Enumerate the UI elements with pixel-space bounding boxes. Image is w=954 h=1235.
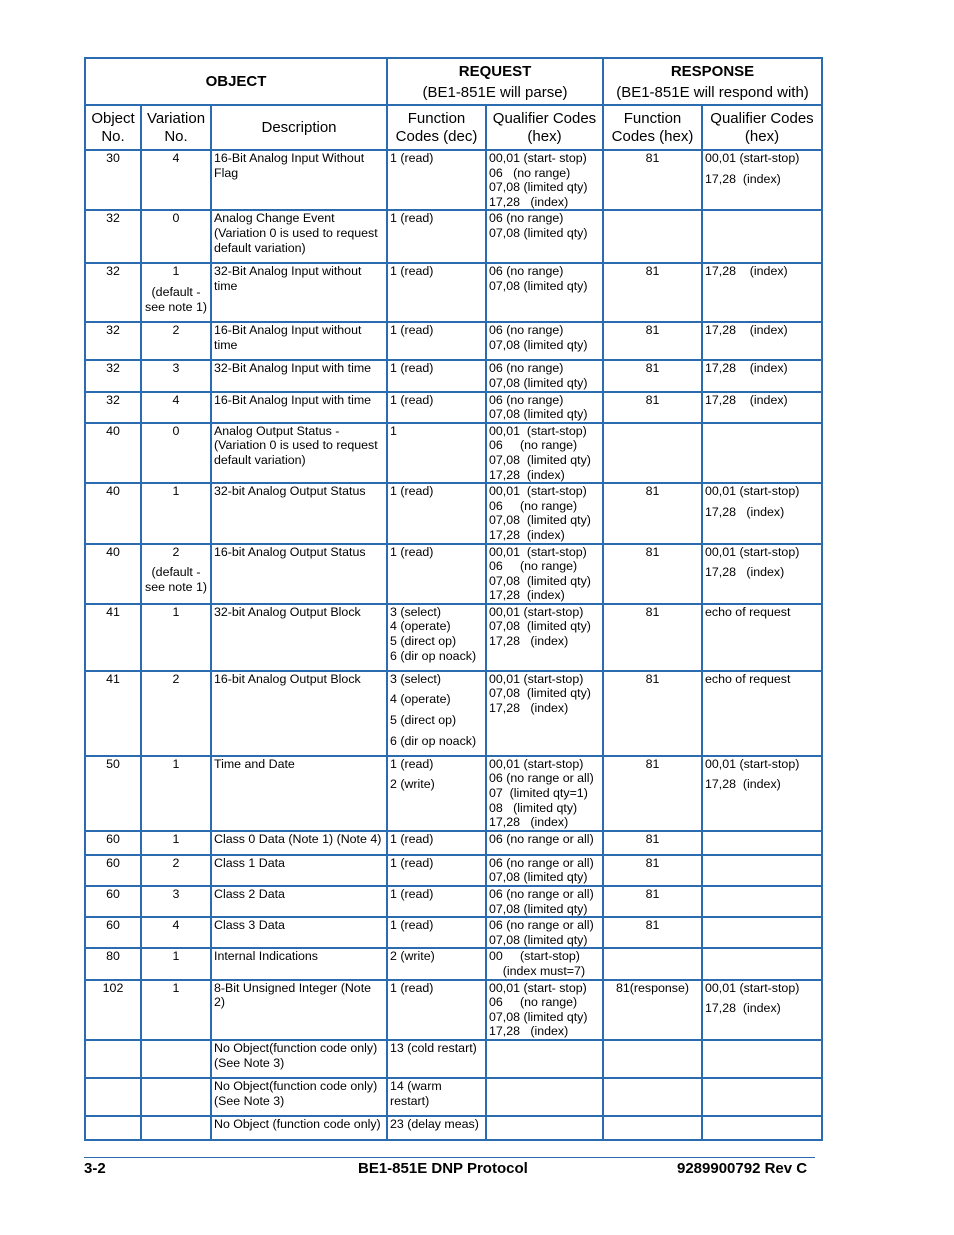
request-qualifier-codes-cell <box>486 756 603 831</box>
variation-no-cell <box>141 423 211 483</box>
response-qualifier-line: 17,28 (index) <box>705 504 785 519</box>
response-qualifier-codes-cell <box>702 483 822 543</box>
description-cell: Class 3 Data <box>211 917 387 948</box>
variation-value: 2 <box>172 323 180 338</box>
response-qualifier-codes-cell <box>702 604 822 671</box>
request-qualifier-codes-cell <box>486 322 603 360</box>
variation-value: 3 <box>172 887 180 902</box>
request-function-codes-cell <box>387 263 486 322</box>
object-no-cell: 32 <box>85 360 141 391</box>
description-cell: 16-bit Analog Output Status <box>211 544 387 604</box>
table-row <box>85 210 822 263</box>
qualifier-code-line: 17,28 (index) <box>489 634 569 649</box>
request-function-codes-cell <box>387 1116 486 1140</box>
qualifier-code-line: 07,08 (limited qty) <box>489 932 588 947</box>
response-qualifier-line: 17,28 (index) <box>705 392 788 407</box>
variation-no-cell <box>141 210 211 263</box>
response-qualifier-codes-cell <box>702 263 822 322</box>
response-function-codes-cell: 81 <box>603 831 702 855</box>
object-no-cell: 40 <box>85 483 141 543</box>
table-row <box>85 483 822 543</box>
function-code-line: 3 (select) <box>390 671 441 686</box>
function-code-line: 1 (read) <box>390 264 434 279</box>
col-description: Description <box>211 105 387 150</box>
variation-value: 3 <box>172 361 180 376</box>
table-row <box>85 671 822 756</box>
function-code-line: 5 (direct op) <box>390 713 457 728</box>
object-no-cell <box>85 1040 141 1078</box>
function-code-line: 1 (read) <box>390 151 434 165</box>
function-code-line: 1 (read) <box>390 855 434 870</box>
request-qualifier-codes-cell <box>486 392 603 423</box>
response-qualifier-codes-cell <box>702 756 822 831</box>
response-function-codes-cell <box>603 1078 702 1116</box>
variation-value: 1 <box>172 484 180 499</box>
response-qualifier-codes-cell <box>702 980 822 1040</box>
response-qualifier-line: 17,28 (index) <box>705 264 788 279</box>
response-function-codes-cell <box>603 1116 702 1140</box>
table-row <box>85 423 822 483</box>
qualifier-code-line: 07,08 (limited qty) <box>489 225 588 240</box>
col-response-function-codes: Function Codes (hex) <box>603 105 702 150</box>
response-qualifier-line: echo of request <box>705 671 791 686</box>
response-qualifier-codes-cell <box>702 917 822 948</box>
response-qualifier-codes-cell <box>702 1040 822 1078</box>
function-code-line: 1 (read) <box>390 756 434 771</box>
variation-no-cell <box>141 1116 211 1140</box>
table-row <box>85 392 822 423</box>
description-cell: Time and Date <box>211 756 387 831</box>
variation-no-cell <box>141 671 211 756</box>
object-no-cell: 40 <box>85 423 141 483</box>
function-code-line: 5 (direct op) <box>390 634 457 649</box>
variation-no-cell <box>141 483 211 543</box>
qualifier-code-line: 17,28 (index) <box>489 527 565 542</box>
variation-no-cell <box>141 917 211 948</box>
table-row <box>85 360 822 391</box>
function-code-line: 1 (read) <box>390 980 434 995</box>
variation-value: 2 <box>172 544 180 559</box>
table-row <box>85 917 822 948</box>
description-cell: No Object(function code only) (See Note 3) <box>211 1078 387 1116</box>
variation-no-cell <box>141 1040 211 1078</box>
response-qualifier-codes-cell <box>702 360 822 391</box>
request-function-codes-cell <box>387 322 486 360</box>
response-function-codes-cell <box>603 1040 702 1078</box>
response-function-codes-cell: 81 <box>603 544 702 604</box>
object-no-cell: 60 <box>85 917 141 948</box>
qualifier-code-line: 07,08 (limited qty) <box>489 686 591 701</box>
qualifier-code-line: 17,28 (index) <box>489 588 565 603</box>
qualifier-code-line: 00,01 (start-stop) <box>489 423 587 438</box>
response-qualifier-codes-cell <box>702 322 822 360</box>
function-code-line: 6 (dir op noack) <box>390 733 477 748</box>
response-function-codes-cell <box>603 210 702 263</box>
function-code-line: 3 (select) <box>390 604 441 619</box>
function-code-line: 23 (delay meas) <box>390 1116 479 1131</box>
variation-value: 1 <box>172 980 180 995</box>
function-code-line: 1 (read) <box>390 887 434 902</box>
request-function-codes-cell <box>387 544 486 604</box>
qualifier-code-line: 06 (no range or all) <box>489 831 594 846</box>
variation-no-cell <box>141 756 211 831</box>
variation-value: 0 <box>172 423 180 438</box>
object-no-cell <box>85 1116 141 1140</box>
request-function-codes-cell <box>387 831 486 855</box>
response-qualifier-line: 17,28 (index) <box>705 323 788 338</box>
request-function-codes-cell <box>387 671 486 756</box>
variation-no-cell <box>141 980 211 1040</box>
qualifier-code-line: 07,08 (limited qty) <box>489 1009 588 1024</box>
document-number: 9289900792 Rev C <box>677 1160 808 1177</box>
request-function-codes-cell <box>387 917 486 948</box>
request-function-codes-cell <box>387 1078 486 1116</box>
response-qualifier-codes-cell <box>702 948 822 979</box>
qualifier-code-line: 07 (limited qty=1) <box>489 786 588 801</box>
object-no-cell: 60 <box>85 855 141 886</box>
variation-no-cell <box>141 855 211 886</box>
variation-value: 1 <box>172 756 180 771</box>
response-function-codes-cell: 81 <box>603 150 702 210</box>
qualifier-code-line: 08 (limited qty) <box>489 800 578 815</box>
col-object-no: Object No. <box>85 105 141 150</box>
response-qualifier-line: 17,28 (index) <box>705 1001 781 1016</box>
table-row <box>85 886 822 917</box>
variation-no-cell <box>141 948 211 979</box>
qualifier-code-line: 07,08 (limited qty) <box>489 180 588 195</box>
response-qualifier-codes-cell <box>702 1078 822 1116</box>
qualifier-code-line: 17,28 (index) <box>489 815 569 830</box>
variation-note: (default - see note 1) <box>145 565 207 594</box>
qualifier-code-line: 07,08 (limited qty) <box>489 573 591 588</box>
response-qualifier-codes-cell <box>702 831 822 855</box>
response-function-codes-cell: 81 <box>603 392 702 423</box>
variation-no-cell <box>141 263 211 322</box>
qualifier-code-line: 07,08 (limited qty) <box>489 901 588 916</box>
qualifier-code-line: 07,08 (limited qty) <box>489 337 588 352</box>
qualifier-code-line: 00,01 (start-stop) <box>489 756 584 771</box>
table-row <box>85 150 822 210</box>
request-qualifier-codes-cell <box>486 423 603 483</box>
dnp-object-table <box>84 57 823 1141</box>
request-qualifier-codes-cell <box>486 544 603 604</box>
request-qualifier-codes-cell <box>486 210 603 263</box>
response-group-header: RESPONSE (BE1-851E will respond with) <box>603 58 822 105</box>
col-response-qualifier-codes: Qualifier Codes (hex) <box>702 105 822 150</box>
qualifier-code-line: 06 (no range) <box>489 211 564 226</box>
response-qualifier-line: 17,28 (index) <box>705 565 785 580</box>
qualifier-code-line: 17,28 (index) <box>489 701 569 716</box>
description-cell: Class 2 Data <box>211 886 387 917</box>
col-variation-no: Variation No. <box>141 105 211 150</box>
request-qualifier-codes-cell <box>486 948 603 979</box>
qualifier-code-line: 07,08 (limited qty) <box>489 278 588 293</box>
request-function-codes-cell <box>387 1040 486 1078</box>
request-function-codes-cell <box>387 948 486 979</box>
variation-value: 0 <box>172 211 180 226</box>
qualifier-code-line: 07,08 (limited qty) <box>489 375 588 390</box>
qualifier-code-line: 00,01 (start-stop) <box>489 671 584 686</box>
qualifier-code-line: 06 (no range or all) <box>489 855 594 870</box>
object-no-cell: 32 <box>85 263 141 322</box>
variation-value: 4 <box>172 392 180 407</box>
table-row <box>85 855 822 886</box>
description-cell: 32-Bit Analog Input with time <box>211 360 387 391</box>
response-qualifier-codes-cell <box>702 855 822 886</box>
qualifier-code-line: 00,01 (start- stop) <box>489 151 587 165</box>
response-qualifier-line: 17,28 (index) <box>705 777 781 792</box>
table-body <box>85 150 822 1140</box>
request-function-codes-cell <box>387 886 486 917</box>
qualifier-code-line: 06 (no range or all) <box>489 887 594 902</box>
response-function-codes-cell: 81(response) <box>603 980 702 1040</box>
description-cell: Internal Indications <box>211 948 387 979</box>
request-function-codes-cell <box>387 756 486 831</box>
request-function-codes-cell <box>387 604 486 671</box>
response-qualifier-codes-cell <box>702 671 822 756</box>
request-qualifier-codes-cell <box>486 917 603 948</box>
qualifier-code-line: 00,01 (start- stop) <box>489 980 587 995</box>
variation-note: (default - see note 1) <box>145 284 207 314</box>
function-code-line: 1 (read) <box>390 361 434 376</box>
function-code-line: 1 (read) <box>390 323 434 338</box>
request-function-codes-cell <box>387 210 486 263</box>
request-function-codes-cell <box>387 360 486 391</box>
response-qualifier-codes-cell <box>702 423 822 483</box>
qualifier-code-line: 06 (no range) <box>489 323 564 338</box>
qualifier-code-line: (index must=7) <box>489 964 586 978</box>
object-no-cell <box>85 1078 141 1116</box>
description-cell: 32-Bit Analog Input without time <box>211 263 387 322</box>
table-row <box>85 756 822 831</box>
object-no-cell: 60 <box>85 831 141 855</box>
function-code-line: 4 (operate) <box>390 619 451 634</box>
request-function-codes-cell <box>387 423 486 483</box>
response-qualifier-line: 17,28 (index) <box>705 171 781 186</box>
qualifier-code-line: 06 (no range or all) <box>489 771 594 786</box>
table-row <box>85 948 822 979</box>
response-function-codes-cell: 81 <box>603 322 702 360</box>
description-cell: 16-Bit Analog Input Without Flag <box>211 150 387 210</box>
request-function-codes-cell <box>387 855 486 886</box>
variation-no-cell <box>141 392 211 423</box>
object-no-cell: 32 <box>85 392 141 423</box>
response-function-codes-cell: 81 <box>603 483 702 543</box>
function-code-line: 1 (read) <box>390 918 434 933</box>
response-qualifier-line: 00,01 (start-stop) <box>705 980 800 995</box>
response-function-codes-cell: 81 <box>603 855 702 886</box>
table-row <box>85 831 822 855</box>
response-function-codes-cell: 81 <box>603 886 702 917</box>
response-function-codes-cell: 81 <box>603 917 702 948</box>
response-qualifier-codes-cell <box>702 392 822 423</box>
qualifier-code-line: 07,08 (limited qty) <box>489 619 591 634</box>
request-function-codes-cell <box>387 483 486 543</box>
description-cell: Class 0 Data (Note 1) (Note 4) <box>211 831 387 855</box>
description-cell: Analog Output Status - (Variation 0 is used to request default variation) <box>211 423 387 483</box>
qualifier-code-line: 00,01 (start-stop) <box>489 484 587 499</box>
description-cell: 16-Bit Analog Input with time <box>211 392 387 423</box>
variation-value: 4 <box>172 918 180 933</box>
qualifier-code-line: 00 (start-stop) <box>489 949 580 964</box>
variation-no-cell <box>141 322 211 360</box>
variation-value: 1 <box>172 264 180 279</box>
object-no-cell: 41 <box>85 604 141 671</box>
description-cell: No Object(function code only) (See Note 3) <box>211 1040 387 1078</box>
function-code-line: 13 (cold restart) <box>390 1040 477 1055</box>
variation-value: 1 <box>172 604 180 619</box>
document-title: BE1-851E DNP Protocol <box>358 1160 528 1177</box>
description-cell: 8-Bit Unsigned Integer (Note 2) <box>211 980 387 1040</box>
function-code-line: 1 (read) <box>390 392 434 407</box>
description-cell: Analog Change Event (Variation 0 is used to request default variation) <box>211 210 387 263</box>
description-cell: 16-Bit Analog Input without time <box>211 322 387 360</box>
response-qualifier-line: 00,01 (start-stop) <box>705 484 800 499</box>
response-function-codes-cell <box>603 948 702 979</box>
variation-no-cell <box>141 360 211 391</box>
variation-no-cell <box>141 831 211 855</box>
description-cell: No Object (function code only) <box>211 1116 387 1140</box>
function-code-line: 1 <box>390 423 397 438</box>
response-function-codes-cell: 81 <box>603 671 702 756</box>
response-function-codes-cell <box>603 423 702 483</box>
response-qualifier-line: 00,01 (start-stop) <box>705 151 800 165</box>
response-function-codes-cell: 81 <box>603 263 702 322</box>
function-code-line: 2 (write) <box>390 949 435 964</box>
variation-no-cell <box>141 604 211 671</box>
object-no-cell: 102 <box>85 980 141 1040</box>
response-qualifier-line: 00,01 (start-stop) <box>705 756 800 771</box>
function-code-line: 1 (read) <box>390 484 434 499</box>
qualifier-code-line: 06 (no range) <box>489 995 578 1010</box>
table-row <box>85 263 822 322</box>
request-qualifier-codes-cell <box>486 671 603 756</box>
variation-value: 1 <box>172 831 180 846</box>
variation-value: 2 <box>172 671 180 686</box>
request-function-codes-cell <box>387 150 486 210</box>
table-row <box>85 322 822 360</box>
object-no-cell: 41 <box>85 671 141 756</box>
request-function-codes-cell <box>387 980 486 1040</box>
function-code-line: 14 (warm restart) <box>390 1078 442 1108</box>
qualifier-code-line: 17,28 (index) <box>489 1024 569 1039</box>
qualifier-code-line: 06 (no range) <box>489 559 578 574</box>
function-code-line: 1 (read) <box>390 831 434 846</box>
request-qualifier-codes-cell <box>486 483 603 543</box>
request-qualifier-codes-cell <box>486 980 603 1040</box>
response-qualifier-codes-cell <box>702 210 822 263</box>
request-qualifier-codes-cell <box>486 855 603 886</box>
object-no-cell: 60 <box>85 886 141 917</box>
description-cell: 32-bit Analog Output Status <box>211 483 387 543</box>
col-request-qualifier-codes: Qualifier Codes (hex) <box>486 105 603 150</box>
qualifier-code-line: 17,28 (index) <box>489 467 565 482</box>
response-qualifier-codes-cell <box>702 1116 822 1140</box>
description-cell: 16-bit Analog Output Block <box>211 671 387 756</box>
request-function-codes-cell <box>387 392 486 423</box>
request-qualifier-codes-cell <box>486 831 603 855</box>
page-number: 3-2 <box>84 1160 106 1177</box>
request-qualifier-codes-cell <box>486 604 603 671</box>
response-qualifier-codes-cell <box>702 886 822 917</box>
object-group-header: OBJECT <box>85 58 387 105</box>
qualifier-code-line: 00,01 (start-stop) <box>489 544 587 559</box>
function-code-line: 1 (read) <box>390 211 434 226</box>
qualifier-code-line: 06 (no range) <box>489 392 564 407</box>
object-no-cell: 40 <box>85 544 141 604</box>
qualifier-code-line: 07,08 (limited qty) <box>489 407 588 422</box>
qualifier-code-line: 00,01 (start-stop) <box>489 604 584 619</box>
col-request-function-codes: Function Codes (dec) <box>387 105 486 150</box>
response-function-codes-cell: 81 <box>603 360 702 391</box>
qualifier-code-line: 07,08 (limited qty) <box>489 513 591 528</box>
variation-no-cell <box>141 150 211 210</box>
table-row <box>85 1078 822 1116</box>
response-qualifier-line: echo of request <box>705 604 791 619</box>
object-no-cell: 32 <box>85 322 141 360</box>
description-cell: 32-bit Analog Output Block <box>211 604 387 671</box>
request-qualifier-codes-cell <box>486 1040 603 1078</box>
variation-value: 1 <box>172 949 180 964</box>
table-row <box>85 1040 822 1078</box>
qualifier-code-line: 07,08 (limited qty) <box>489 452 591 467</box>
object-no-cell: 50 <box>85 756 141 831</box>
object-no-cell: 32 <box>85 210 141 263</box>
qualifier-code-line: 06 (no range or all) <box>489 918 594 933</box>
footer-divider <box>84 1157 815 1158</box>
qualifier-code-line: 06 (no range) <box>489 438 578 453</box>
variation-no-cell <box>141 1078 211 1116</box>
qualifier-code-line: 17,28 (index) <box>489 194 569 209</box>
response-qualifier-line: 00,01 (start-stop) <box>705 544 800 559</box>
request-qualifier-codes-cell <box>486 1078 603 1116</box>
object-no-cell: 80 <box>85 948 141 979</box>
qualifier-code-line: 06 (no range) <box>489 264 564 279</box>
request-qualifier-codes-cell <box>486 886 603 917</box>
variation-value: 2 <box>172 855 180 870</box>
request-qualifier-codes-cell <box>486 360 603 391</box>
variation-no-cell <box>141 544 211 604</box>
table-row <box>85 1116 822 1140</box>
response-qualifier-codes-cell <box>702 544 822 604</box>
request-group-header: REQUEST (BE1-851E will parse) <box>387 58 603 105</box>
response-qualifier-codes-cell <box>702 150 822 210</box>
function-code-line: 6 (dir op noack) <box>390 648 477 663</box>
variation-no-cell <box>141 886 211 917</box>
qualifier-code-line: 06 (no range) <box>489 165 571 180</box>
qualifier-code-line: 07,08 (limited qty) <box>489 870 588 885</box>
qualifier-code-line: 06 (no range) <box>489 498 578 513</box>
table-row <box>85 544 822 604</box>
response-function-codes-cell: 81 <box>603 604 702 671</box>
response-function-codes-cell: 81 <box>603 756 702 831</box>
function-code-line: 4 (operate) <box>390 692 451 707</box>
response-qualifier-line: 17,28 (index) <box>705 361 788 376</box>
qualifier-code-line: 06 (no range) <box>489 361 564 376</box>
function-code-line: 1 (read) <box>390 544 434 559</box>
variation-value: 4 <box>172 151 180 165</box>
table-row <box>85 980 822 1040</box>
request-qualifier-codes-cell <box>486 263 603 322</box>
table-row <box>85 604 822 671</box>
request-qualifier-codes-cell <box>486 1116 603 1140</box>
object-no-cell: 30 <box>85 150 141 210</box>
description-cell: Class 1 Data <box>211 855 387 886</box>
function-code-line: 2 (write) <box>390 777 435 792</box>
request-qualifier-codes-cell <box>486 150 603 210</box>
